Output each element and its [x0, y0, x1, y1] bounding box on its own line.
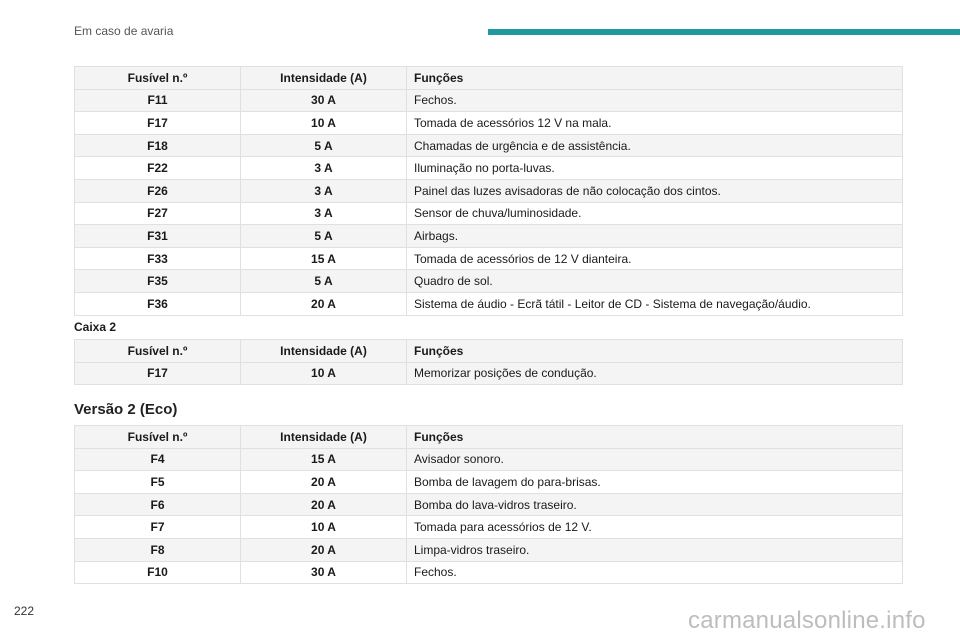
table-row: [75, 493, 903, 516]
function-cell: Quadro de sol.: [407, 270, 903, 293]
table-row: [75, 292, 903, 315]
function-cell: Sistema de áudio - Ecrã tátil - Leitor de CD - Sistema de navegação/áudio.: [407, 292, 903, 315]
table-header-row: [75, 426, 903, 449]
amperage-cell: 10 A: [241, 112, 407, 135]
table-row: [75, 561, 903, 584]
amperage-cell: 3 A: [241, 202, 407, 225]
function-cell: Iluminação no porta-luvas.: [407, 157, 903, 180]
function-cell: Limpa-vidros traseiro.: [407, 538, 903, 561]
table-header-row: [75, 67, 903, 90]
header-accent-bar: [488, 29, 960, 35]
fuse-cell: F7: [75, 516, 241, 539]
function-cell: Sensor de chuva/luminosidade.: [407, 202, 903, 225]
function-cell: Avisador sonoro.: [407, 448, 903, 471]
table-row: [75, 225, 903, 248]
fuse-cell: F22: [75, 157, 241, 180]
table-row: [75, 112, 903, 135]
function-cell: Tomada de acessórios 12 V na mala.: [407, 112, 903, 135]
function-cell: Airbags.: [407, 225, 903, 248]
version-2-heading: Versão 2 (Eco): [74, 401, 178, 418]
table-row: [75, 179, 903, 202]
watermark: carmanualsonline.info: [688, 607, 926, 634]
fuse-cell: F6: [75, 493, 241, 516]
col-header-functions: Funções: [407, 340, 903, 363]
col-header-amperage: Intensidade (A): [241, 67, 407, 90]
col-header-fuse: Fusível n.º: [75, 340, 241, 363]
fuse-cell: F27: [75, 202, 241, 225]
amperage-cell: 30 A: [241, 561, 407, 584]
fuse-cell: F33: [75, 247, 241, 270]
amperage-cell: 3 A: [241, 157, 407, 180]
table-row: [75, 89, 903, 112]
table-row: [75, 202, 903, 225]
page-number: 222: [14, 604, 35, 618]
amperage-cell: 15 A: [241, 247, 407, 270]
amperage-cell: 15 A: [241, 448, 407, 471]
amperage-cell: 20 A: [241, 471, 407, 494]
amperage-cell: 5 A: [241, 270, 407, 293]
amperage-cell: 20 A: [241, 493, 407, 516]
table-row: [75, 247, 903, 270]
fuse-cell: F17: [75, 112, 241, 135]
col-header-fuse: Fusível n.º: [75, 426, 241, 449]
table-row: [75, 134, 903, 157]
fuse-cell: F36: [75, 292, 241, 315]
fuse-cell: F10: [75, 561, 241, 584]
fuse-cell: F17: [75, 362, 241, 385]
table-row: [75, 362, 903, 385]
function-cell: Memorizar posições de condução.: [407, 362, 903, 385]
col-header-amperage: Intensidade (A): [241, 340, 407, 363]
function-cell: Painel das luzes avisadoras de não colocação dos cintos.: [407, 179, 903, 202]
col-header-functions: Funções: [407, 426, 903, 449]
fuse-cell: F8: [75, 538, 241, 561]
fuse-table-3: [74, 425, 903, 584]
table-row: [75, 471, 903, 494]
fuse-cell: F26: [75, 179, 241, 202]
table-header-row: [75, 340, 903, 363]
function-cell: Fechos.: [407, 89, 903, 112]
amperage-cell: 10 A: [241, 362, 407, 385]
function-cell: Bomba do lava-vidros traseiro.: [407, 493, 903, 516]
table-row: [75, 157, 903, 180]
amperage-cell: 30 A: [241, 89, 407, 112]
fuse-cell: F31: [75, 225, 241, 248]
function-cell: Tomada para acessórios de 12 V.: [407, 516, 903, 539]
amperage-cell: 5 A: [241, 225, 407, 248]
amperage-cell: 5 A: [241, 134, 407, 157]
amperage-cell: 20 A: [241, 538, 407, 561]
fuse-cell: F35: [75, 270, 241, 293]
amperage-cell: 3 A: [241, 179, 407, 202]
amperage-cell: 10 A: [241, 516, 407, 539]
fuse-cell: F4: [75, 448, 241, 471]
fuse-table-2: [74, 339, 903, 385]
table-row: [75, 448, 903, 471]
amperage-cell: 20 A: [241, 292, 407, 315]
function-cell: Bomba de lavagem do para-brisas.: [407, 471, 903, 494]
table-row: [75, 516, 903, 539]
col-header-functions: Funções: [407, 67, 903, 90]
function-cell: Tomada de acessórios de 12 V dianteira.: [407, 247, 903, 270]
fuse-cell: F5: [75, 471, 241, 494]
function-cell: Chamadas de urgência e de assistência.: [407, 134, 903, 157]
fuse-cell: F18: [75, 134, 241, 157]
section-title: Em caso de avaria: [74, 24, 174, 38]
table-row: [75, 270, 903, 293]
table-row: [75, 538, 903, 561]
col-header-fuse: Fusível n.º: [75, 67, 241, 90]
function-cell: Fechos.: [407, 561, 903, 584]
fuse-table-1: [74, 66, 903, 316]
fuse-cell: F11: [75, 89, 241, 112]
col-header-amperage: Intensidade (A): [241, 426, 407, 449]
box-2-label: Caixa 2: [74, 320, 117, 334]
